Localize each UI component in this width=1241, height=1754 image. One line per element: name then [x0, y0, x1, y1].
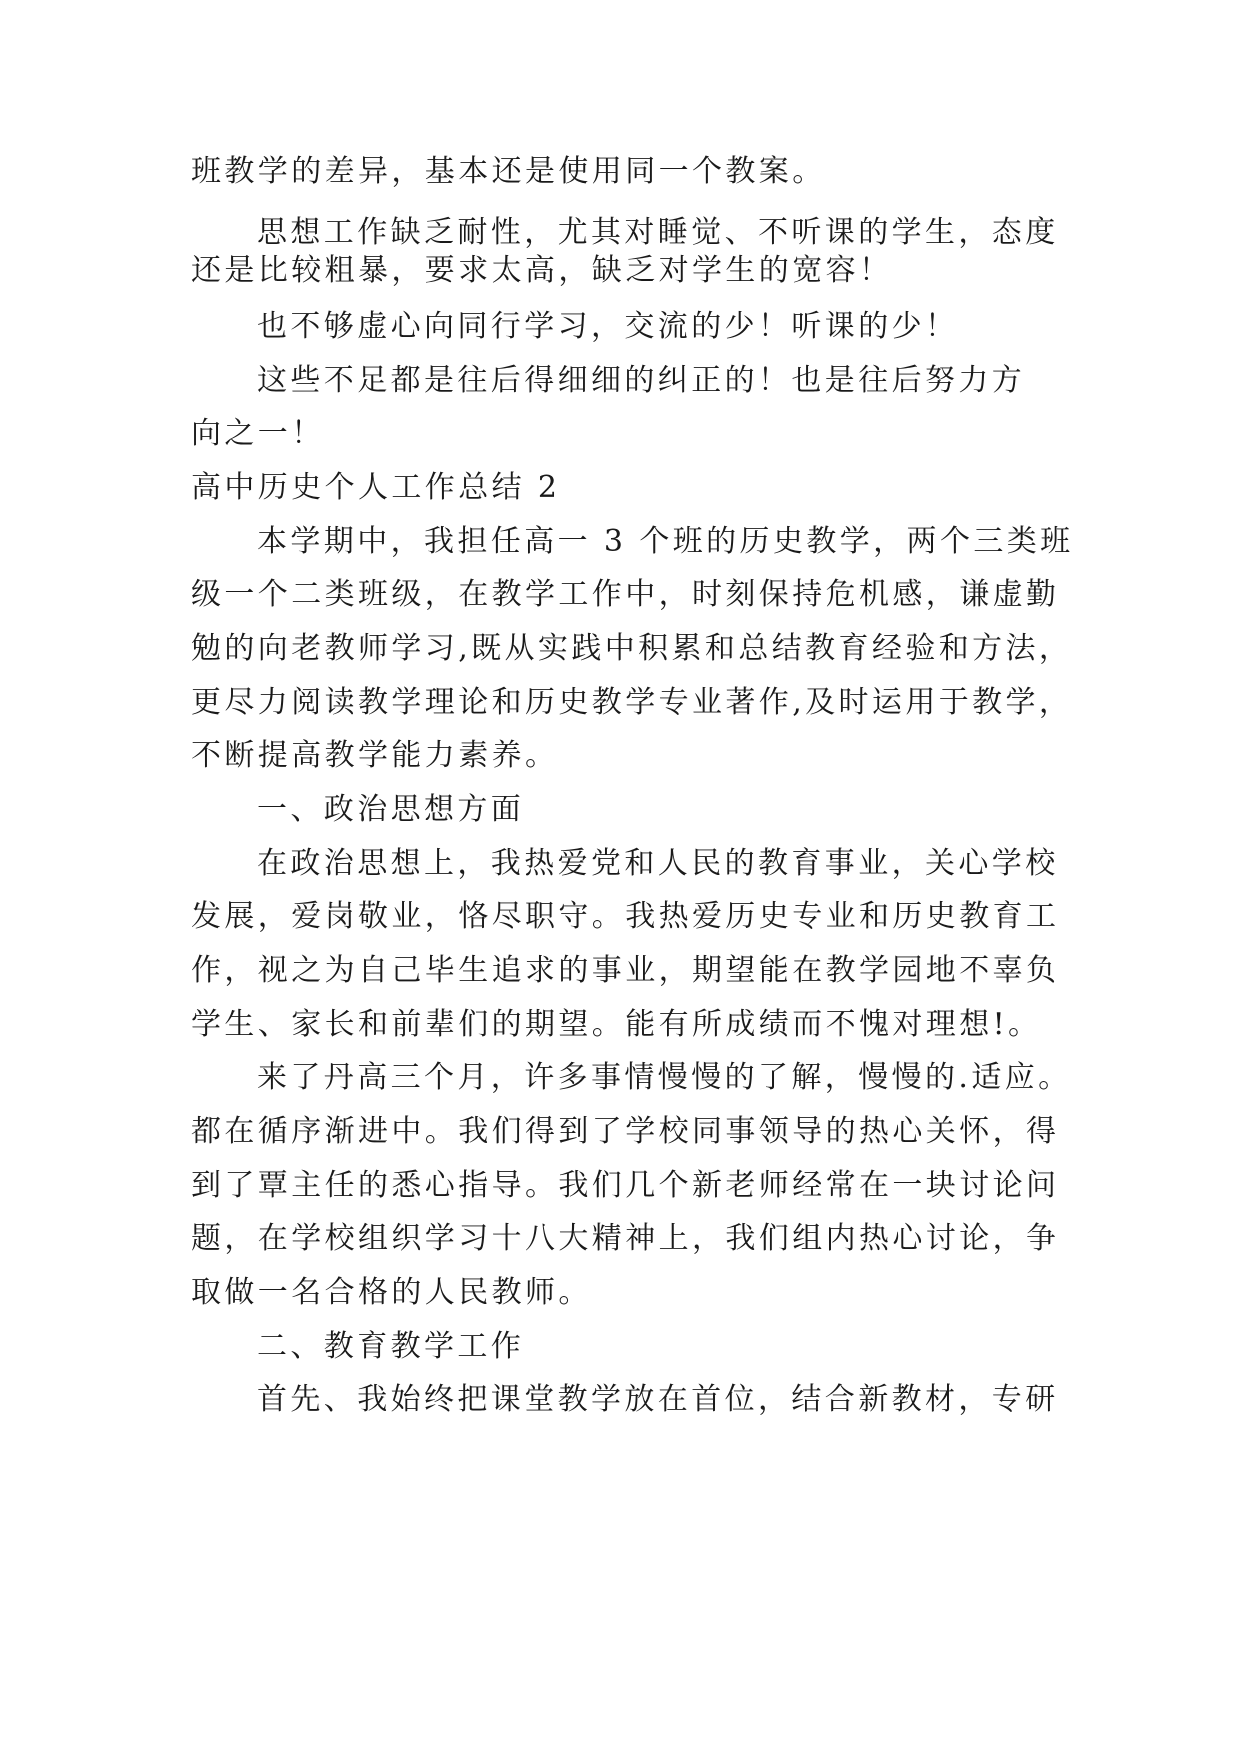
text-line: 还是比较粗暴，要求太高，缺乏对学生的宽容！	[191, 253, 893, 288]
text-line: 这些不足都是往后得细细的纠正的！也是往后努力方	[257, 363, 1026, 398]
text-line: 都在循序渐进中。我们得到了学校同事领导的热心关怀，得	[191, 1114, 1060, 1149]
text-line: 发展，爱岗敬业，恪尽职守。我热爱历史专业和历史教育工	[191, 899, 1060, 934]
text-line: 不断提高教学能力素养。	[191, 738, 559, 773]
text-line: 在政治思想上，我热爱党和人民的教育事业，关心学校	[257, 846, 1059, 881]
text-line: 向之一！	[191, 416, 325, 451]
text-line: 勉的向老教师学习,既从实践中积累和总结教育经验和方法，	[191, 631, 1073, 666]
text-line: 来了丹高三个月，许多事情慢慢的了解，慢慢的.适应。	[257, 1060, 1072, 1095]
text-line: 级一个二类班级，在教学工作中，时刻保持危机感，谦虚勤	[191, 577, 1060, 612]
subheading: 二、教育教学工作	[257, 1329, 525, 1364]
text-line: 取做一名合格的人民教师。	[191, 1275, 592, 1310]
text-line: 也不够虚心向同行学习，交流的少！听课的少！	[257, 309, 959, 344]
text-line: 到了覃主任的悉心指导。我们几个新老师经常在一块讨论问	[191, 1168, 1060, 1203]
section-title: 高中历史个人工作总结 2	[191, 470, 561, 505]
text-line: 更尽力阅读教学理论和历史教学专业著作,及时运用于教学，	[191, 685, 1073, 720]
text-line: 题，在学校组织学习十八大精神上，我们组内热心讨论，争	[191, 1221, 1060, 1256]
text-line: 班教学的差异，基本还是使用同一个教案。	[191, 154, 826, 189]
text-line: 本学期中，我担任高一 3 个班的历史教学，两个三类班	[257, 524, 1074, 559]
text-line: 思想工作缺乏耐性，尤其对睡觉、不听课的学生，态度	[257, 215, 1059, 250]
text-line: 首先、我始终把课堂教学放在首位，结合新教材，专研	[257, 1382, 1059, 1417]
text-line: 作，视之为自己毕生追求的事业，期望能在教学园地不辜负	[191, 953, 1060, 988]
subheading: 一、政治思想方面	[257, 792, 525, 827]
text-line: 学生、家长和前辈们的期望。能有所成绩而不愧对理想!。	[191, 1007, 1042, 1042]
